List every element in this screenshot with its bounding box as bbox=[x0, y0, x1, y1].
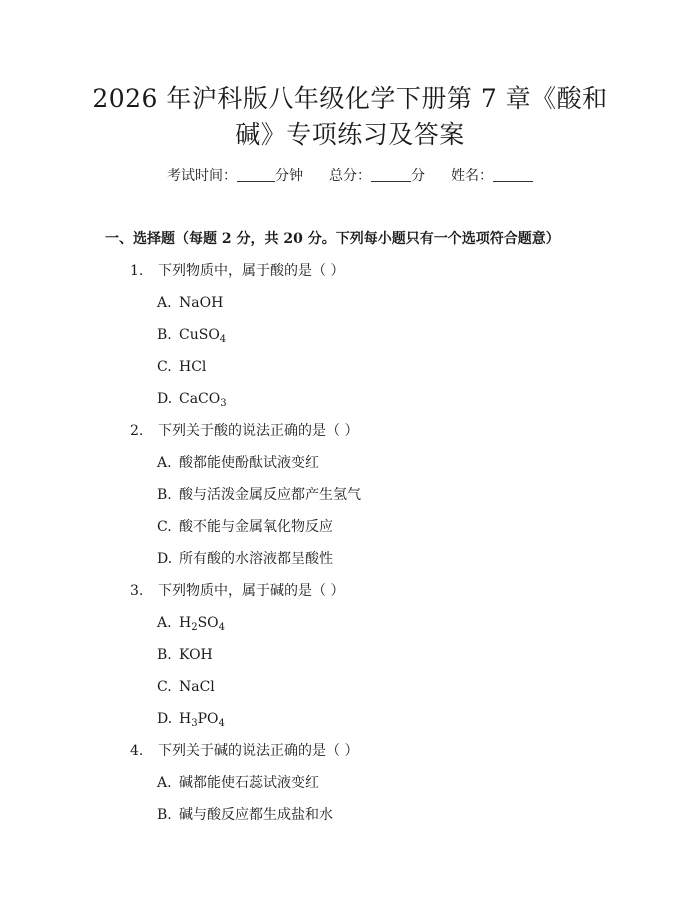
name-blank[interactable] bbox=[493, 167, 533, 182]
subscript: 4 bbox=[218, 622, 226, 633]
question-text: 下列物质中，属于酸的是（ ） bbox=[158, 263, 345, 279]
question-text: 下列关于酸的说法正确的是（ ） bbox=[158, 423, 359, 439]
subscript: 3 bbox=[191, 718, 198, 729]
option-label: B. bbox=[157, 487, 172, 503]
option-label: C. bbox=[157, 519, 172, 535]
option-text: NaCl bbox=[179, 679, 215, 695]
option-label: D. bbox=[157, 391, 173, 407]
option-label: C. bbox=[157, 359, 172, 375]
option-label: D. bbox=[157, 711, 173, 727]
exam-info-line bbox=[0, 166, 700, 186]
option-3d[interactable] bbox=[157, 709, 225, 729]
time-label: 考试时间： bbox=[167, 168, 237, 184]
option-1b[interactable] bbox=[157, 325, 226, 345]
option-1a[interactable] bbox=[157, 293, 223, 313]
option-text: 所有酸的水溶液都呈酸性 bbox=[179, 551, 333, 567]
question-number: 2. bbox=[130, 423, 144, 439]
question-number: 1. bbox=[130, 263, 144, 279]
option-text-tail: SO bbox=[197, 615, 219, 631]
option-text: HCl bbox=[179, 359, 207, 375]
option-label: A. bbox=[157, 295, 172, 311]
option-text: H bbox=[179, 615, 192, 631]
section-heading: 一、选择题（每题 2 分，共 20 分。下列每小题只有一个选项符合题意） bbox=[105, 231, 560, 247]
option-label: A. bbox=[157, 615, 172, 631]
time-unit: 分钟 bbox=[275, 168, 303, 184]
question-text: 下列物质中，属于碱的是（ ） bbox=[158, 583, 345, 599]
option-1d[interactable] bbox=[157, 389, 227, 409]
option-label: B. bbox=[157, 327, 172, 343]
option-3c[interactable] bbox=[157, 677, 215, 697]
option-text: 碱都能使石蕊试液变红 bbox=[179, 775, 319, 791]
document-title-line-2: 碱》专项练习及答案 bbox=[235, 120, 465, 149]
subscript: 4 bbox=[218, 718, 225, 729]
subscript: 4 bbox=[219, 334, 227, 345]
option-text-tail: PO bbox=[197, 711, 219, 727]
question-text: 下列关于碱的说法正确的是（ ） bbox=[158, 743, 359, 759]
option-text: 酸都能使酚酞试液变红 bbox=[179, 455, 319, 471]
option-label: B. bbox=[157, 807, 172, 823]
question-number: 4. bbox=[130, 743, 144, 759]
option-1c[interactable] bbox=[157, 357, 206, 377]
option-2a[interactable] bbox=[157, 453, 319, 473]
score-blank[interactable] bbox=[371, 167, 411, 182]
option-text: H bbox=[179, 711, 192, 727]
option-label: A. bbox=[157, 455, 172, 471]
document-title-line-1: 2026 年沪科版八年级化学下册第 7 章《酸和 bbox=[92, 84, 608, 113]
option-label: A. bbox=[157, 775, 172, 791]
option-text: 酸不能与金属氧化物反应 bbox=[179, 519, 333, 535]
option-3b[interactable] bbox=[157, 645, 213, 665]
score-label: 总分： bbox=[329, 168, 371, 184]
option-3a[interactable] bbox=[157, 613, 225, 633]
option-label: C. bbox=[157, 679, 172, 695]
option-4a[interactable] bbox=[157, 773, 319, 793]
question-number: 3. bbox=[130, 583, 144, 599]
option-2c[interactable] bbox=[157, 517, 333, 537]
score-unit: 分 bbox=[411, 168, 425, 184]
time-blank[interactable] bbox=[237, 167, 275, 182]
option-text: 酸与活泼金属反应都产生氢气 bbox=[179, 487, 361, 503]
option-label: B. bbox=[157, 647, 172, 663]
subscript: 3 bbox=[220, 398, 227, 409]
option-text: NaOH bbox=[179, 295, 224, 311]
option-text: CaCO bbox=[179, 391, 221, 407]
option-4b[interactable] bbox=[157, 805, 333, 825]
name-label: 姓名： bbox=[451, 168, 493, 184]
option-label: D. bbox=[157, 551, 173, 567]
option-text: KOH bbox=[179, 647, 213, 663]
subscript: 2 bbox=[191, 622, 198, 633]
option-2b[interactable] bbox=[157, 485, 361, 505]
option-text: CuSO bbox=[179, 327, 220, 343]
option-2d[interactable] bbox=[157, 549, 333, 569]
option-text: 碱与酸反应都生成盐和水 bbox=[179, 807, 333, 823]
